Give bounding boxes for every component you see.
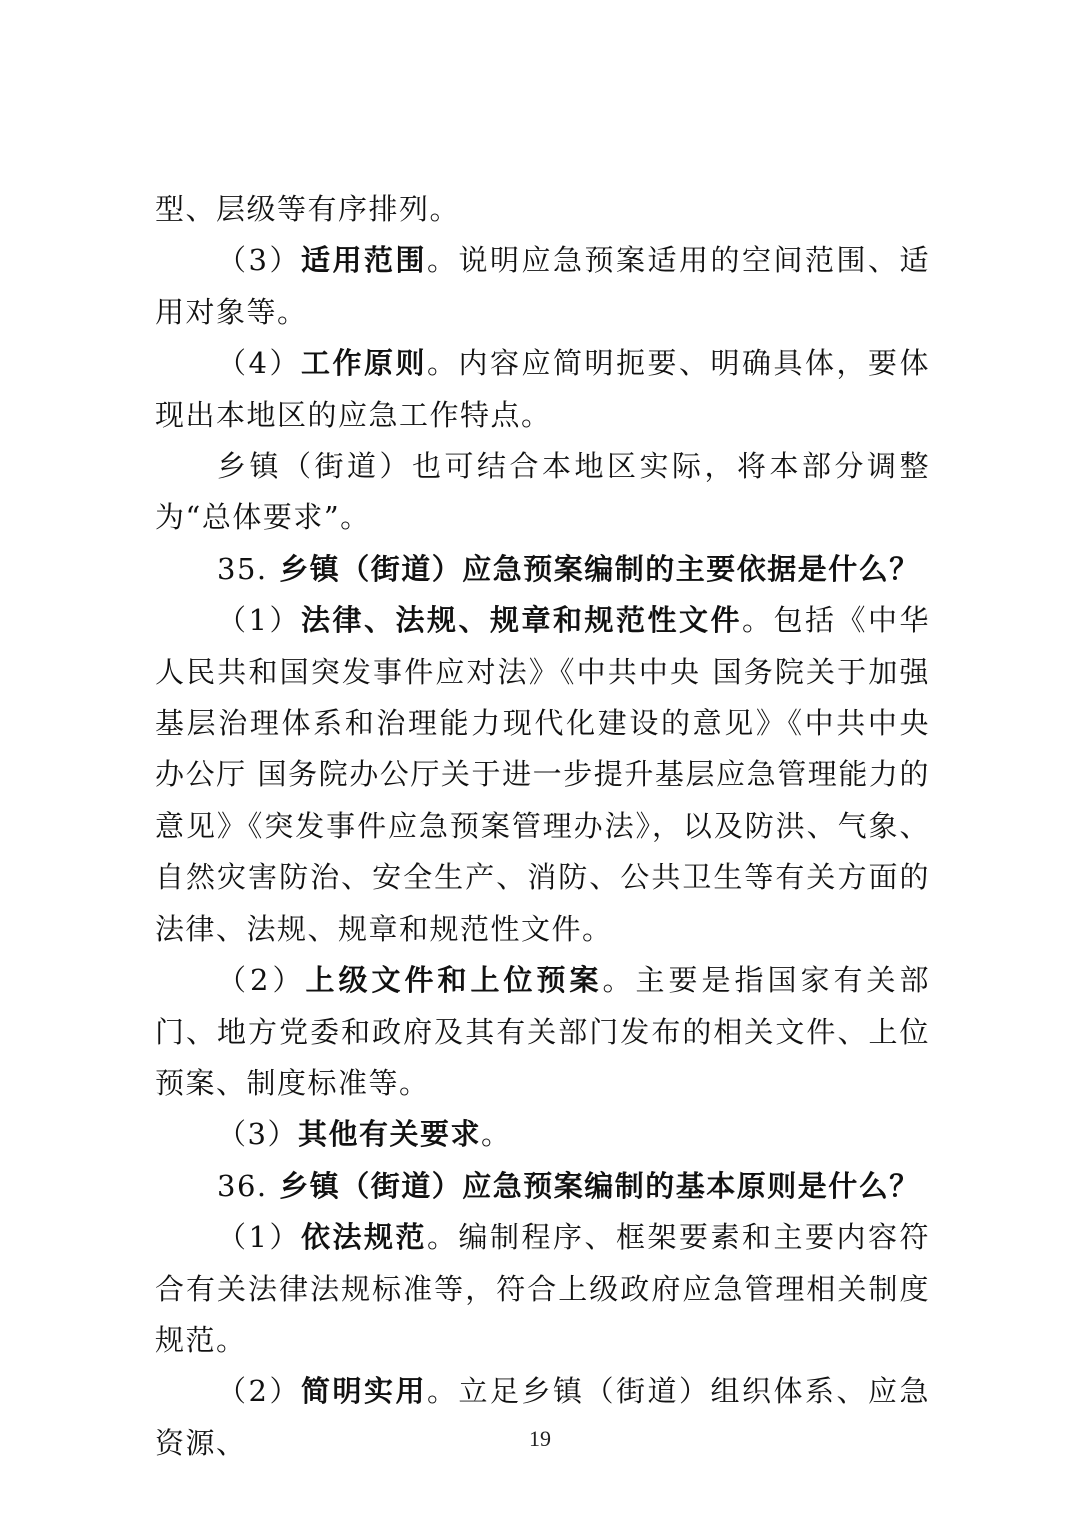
item-text: 。主要是指国家有关部门、地方党委和政府及其有关部门发布的相关文件、上位预案、制度标准等。 xyxy=(155,963,930,1100)
paragraph-scope xyxy=(155,235,930,338)
item-text: 。内容应简明扼要、明确具体，要体现出本地区的应急工作特点。 xyxy=(155,346,930,432)
item-title: 工作原则 xyxy=(300,346,427,381)
question-heading-35 xyxy=(155,544,930,595)
page-number: 19 xyxy=(529,1426,551,1451)
paragraph-basis-other xyxy=(155,1109,930,1160)
item-title: 上级文件和上位预案 xyxy=(305,963,603,998)
question-text: 乡镇（街道）应急预案编制的基本原则是什么？ xyxy=(279,1168,920,1203)
item-text: 。立足乡镇（街道）组织体系、应急资源、 xyxy=(155,1374,930,1460)
item-text: 。编制程序、框架要素和主要内容符合有关法律法规标准等，符合上级政府应急管理相关制度规范。 xyxy=(155,1220,930,1357)
paragraph-principle-lawful xyxy=(155,1212,930,1366)
paragraph-basis-laws xyxy=(155,595,930,955)
item-text: 。包括《中华人民共和国突发事件应对法》《中共中央 国务院关于加强基层治理体系和治理能力现代化建设的意见》《中共中央办公厅 国务院办公厅关于进一步提升基层应急管理能力的意见》《突发事件应急预案管理办法》，以及防洪、气象、自然灾害防治、安全生产、消防、公共卫生等有关方面的法律、法规、规章和规范性文件。 xyxy=(155,603,930,946)
item-text: 。 xyxy=(480,1117,512,1152)
question-number: 35. xyxy=(217,551,268,586)
paragraph-text: 乡镇（街道）也可结合本地区实际，将本部分调整为“总体要求”。 xyxy=(155,449,930,535)
item-number: （1） xyxy=(217,1220,301,1255)
paragraph-principles xyxy=(155,338,930,441)
paragraph-note xyxy=(155,441,930,544)
item-text: 。说明应急预案适用的空间范围、适用对象等。 xyxy=(155,243,930,329)
paragraph-principle-practical xyxy=(155,1366,930,1469)
paragraph-continuation xyxy=(155,184,930,235)
item-number: （3） xyxy=(217,243,301,278)
item-title: 简明实用 xyxy=(300,1374,427,1409)
page-body xyxy=(155,184,930,1469)
item-number: （2） xyxy=(217,1374,301,1409)
item-title: 其他有关要求 xyxy=(297,1117,481,1152)
question-heading-36 xyxy=(155,1161,930,1212)
item-number: （3） xyxy=(217,1117,298,1152)
paragraph-text: 型、层级等有序排列。 xyxy=(155,192,461,226)
item-number: （1） xyxy=(217,603,301,638)
item-title: 法律、法规、规章和规范性文件 xyxy=(300,603,742,638)
item-title: 适用范围 xyxy=(300,243,427,278)
item-title: 依法规范 xyxy=(300,1220,427,1255)
paragraph-basis-superior xyxy=(155,955,930,1109)
question-text: 乡镇（街道）应急预案编制的主要依据是什么？ xyxy=(279,551,920,586)
item-number: （2） xyxy=(217,963,306,998)
item-number: （4） xyxy=(217,346,301,381)
question-number: 36. xyxy=(217,1168,268,1203)
